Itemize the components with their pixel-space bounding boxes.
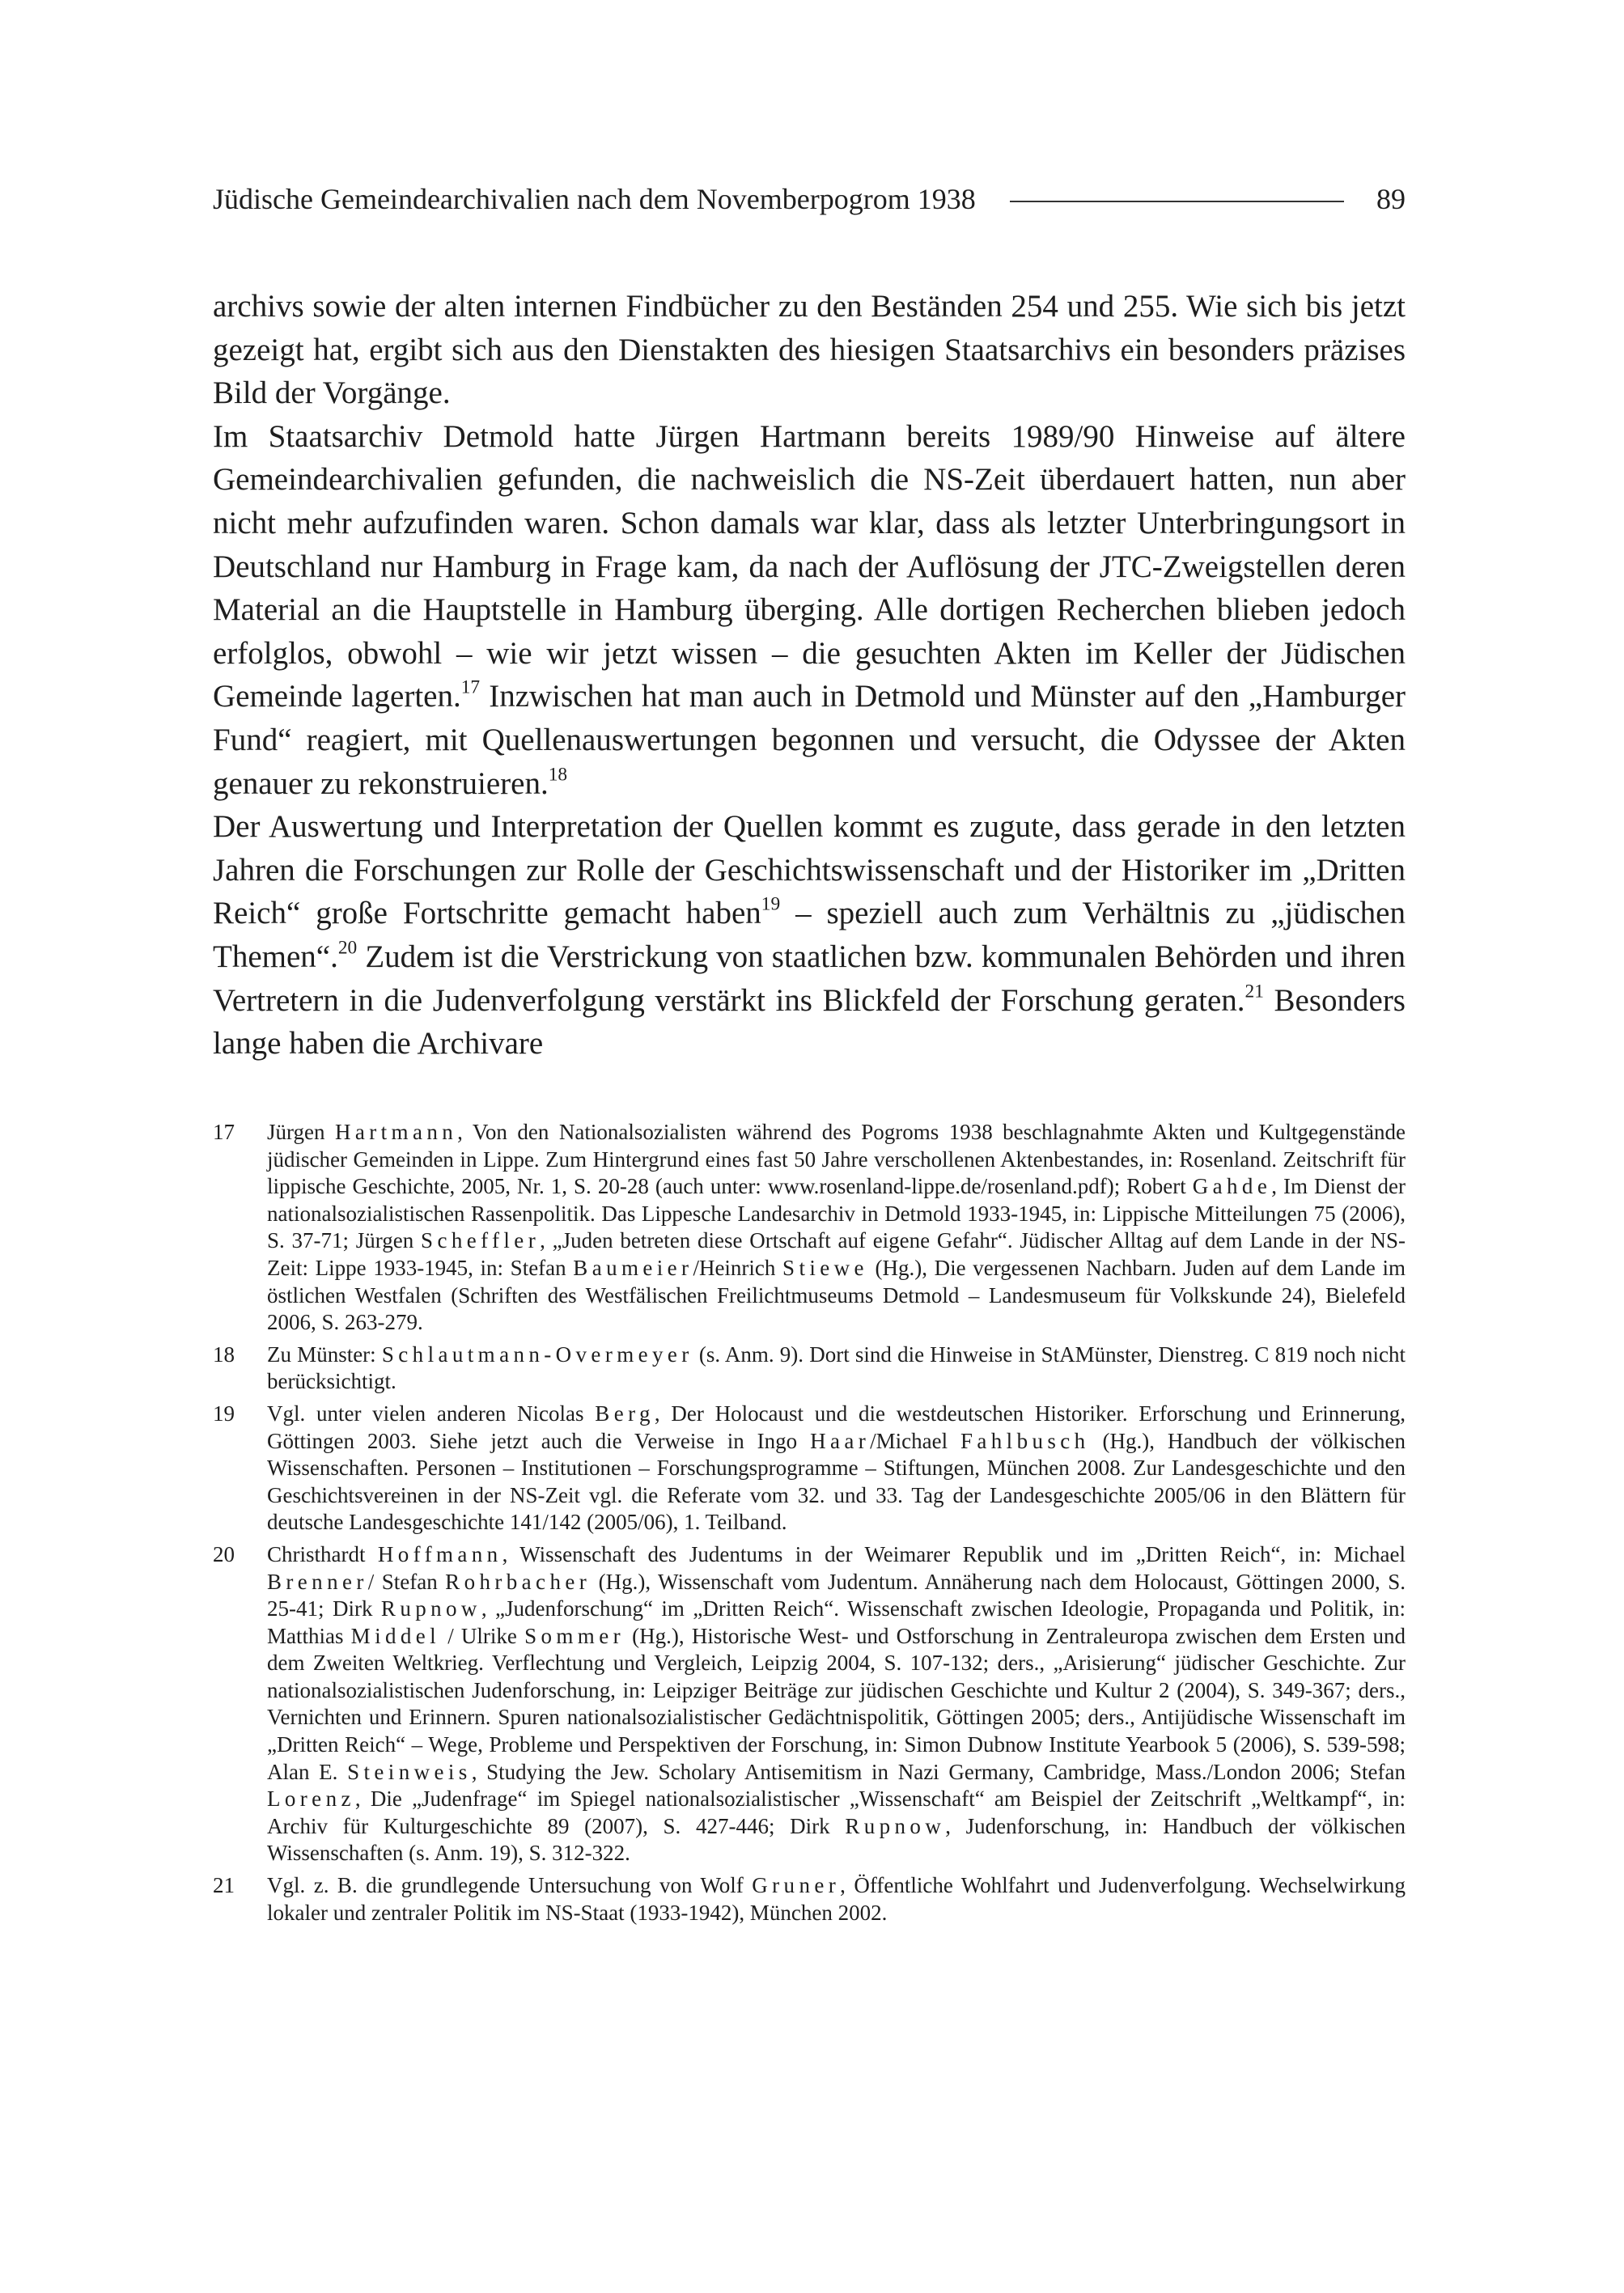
footnote-segment: , Wissenschaft des Judentums in der Weimarer Republik und im „Dritten Reich“, in: Michael bbox=[502, 1541, 1406, 1566]
footnote-ref-20[interactable]: 20 bbox=[337, 937, 358, 959]
footnote-segment: , Judenforschung, in: Handbuch der völkischen Wissenschaften (s. Anm. 19), S. 312-322. bbox=[267, 1813, 1406, 1866]
footnote-text bbox=[267, 1341, 1406, 1396]
footnote-number: 21 bbox=[213, 1873, 235, 1898]
footnote-ref-19[interactable]: 19 bbox=[761, 893, 781, 915]
footnote-segment: (s. Anm. 9). Dort sind die Hinweise in StAMünster, Dienstreg. C 819 noch nicht berücksichtigt. bbox=[267, 1341, 1406, 1394]
author-name: Rupnow bbox=[845, 1813, 946, 1838]
footnote-segment: , Öffentliche Wohlfahrt und Judenverfolgung. Wechselwirkung lokaler und zentraler Politik im NS-Staat (1933-1942), München 2002. bbox=[267, 1873, 1406, 1925]
author-name: Rohrbacher bbox=[445, 1569, 592, 1594]
footnote-segment: /Michael bbox=[870, 1428, 960, 1453]
footnote-segment: , „Judenforschung“ im „Dritten Reich“. Wissenschaft zwischen Ideologie, Propaganda und Politik, in: Matthias bbox=[267, 1596, 1406, 1648]
author-name: Berg bbox=[595, 1401, 655, 1426]
footnote-segment: (Hg.), Handbuch der völkischen Wissenschaften. Personen – Institutionen – Forschungsprogramme – Stiftungen, München 2008. Zur Landesgeschichte und den Geschichtsvereinen in der NS-Zeit vgl. die Referate vom 32. und 33. Tag der Landesgeschichte 2005/06 in den Blättern für deutsche Landesgeschichte 141/142 (2005/06), 1. Teilband. bbox=[267, 1428, 1406, 1535]
footnote-segment: Zu Münster: bbox=[267, 1341, 382, 1367]
author-name: Haar bbox=[810, 1428, 871, 1453]
footnote-segment: , Studying the Jew. Scholary Antisemitism in Nazi Germany, Cambridge, Mass./London 2006; Stefan bbox=[471, 1759, 1406, 1784]
footnote-segment: Jürgen bbox=[267, 1120, 335, 1144]
footnote-text bbox=[267, 1401, 1406, 1536]
author-name: Gruner bbox=[752, 1873, 841, 1898]
author-name: Steinweis bbox=[347, 1759, 472, 1784]
author-name: Rupnow bbox=[380, 1596, 481, 1621]
footnote-20 bbox=[213, 1541, 1406, 1867]
author-name: Fahlbusch bbox=[960, 1428, 1090, 1453]
paragraph-3-text-b: – speziell auch zum Verhältnis zu „jüdischen Themen“. bbox=[213, 896, 1406, 974]
paragraph-2 bbox=[213, 415, 1406, 805]
footnote-segment: (Hg.), Historische West- und Ostforschung in Zentraleuropa zwischen dem Ersten und dem Zweiten Weltkrieg. Verflechtung und Vergleich, Leipzig 2004, S. 107-132; ders., „Arisierung“ jüdischer Geschichte. Zur nationalsozialistischen Judenforschung, in: Leipziger Beiträge zur jüdischen Geschichte und Kultur 2 (2004), S. 349-367; ders., Vernichten und Erinnern. Spuren nationalsozialistischer Gedächtnispolitik, Göttingen 2005; ders., Antijüdische Wissenschaft im „Dritten Reich“ – Wege, Probleme und Perspektiven der Forschung, in: Simon Dubnow Institute Yearbook 5 (2006), S. 539-598; Alan E. bbox=[267, 1623, 1406, 1784]
author-name: Lorenz bbox=[267, 1787, 355, 1812]
paragraph-3 bbox=[213, 805, 1406, 1066]
running-header bbox=[213, 181, 1406, 217]
footnote-ref-17[interactable]: 17 bbox=[460, 676, 481, 698]
paragraph-3-text-a: Der Auswertung und Interpretation der Quellen kommt es zugute, dass gerade in den letzten Jahren die Forschungen zur Rolle der Geschichtswissenschaft und der Historiker im „Dritten Reich“ große Fortschritte gemacht haben bbox=[213, 809, 1406, 931]
footnote-segment: , Der Holocaust und die westdeutschen Historiker. Erforschung und Erinnerung, Göttingen 2003. Siehe jetzt auch die Verweise in Ingo bbox=[267, 1401, 1406, 1453]
footnote-18 bbox=[213, 1341, 1406, 1396]
footnote-ref-18[interactable]: 18 bbox=[548, 764, 568, 786]
footnote-segment: / Stefan bbox=[367, 1569, 446, 1594]
footnote-segment: , Die „Judenfrage“ im Spiegel nationalsozialistischer „Wissenschaft“ am Beispiel der Zeitschrift „Weltkampf“, in: Archiv für Kulturgeschichte 89 (2007), S. 427-446; Dirk bbox=[267, 1787, 1406, 1838]
author-name: Scheffler bbox=[421, 1228, 541, 1253]
footnote-segment: Christhardt bbox=[267, 1541, 378, 1566]
paragraph-3-text-d: Besonders lange haben die Archivare bbox=[213, 982, 1406, 1062]
footnote-number: 17 bbox=[213, 1120, 235, 1144]
footnote-text bbox=[267, 1541, 1406, 1867]
footnote-ref-21[interactable]: 21 bbox=[1245, 981, 1264, 1002]
author-name: Hoffmann bbox=[377, 1541, 502, 1566]
author-name: Gahde bbox=[1192, 1174, 1272, 1199]
footnote-segment: , „Juden betreten diese Ortschaft auf eigene Gefahr“. Jüdischer Alltag auf dem Lande in der NS-Zeit: Lippe 1933-1945, in: Stefan bbox=[267, 1228, 1406, 1280]
footnote-segment: /Heinrich bbox=[693, 1255, 783, 1280]
paragraph-2-text-a: Im Staatsarchiv Detmold hatte Jürgen Hartmann bereits 1989/90 Hinweise auf ältere Gemeindearchivalien gefunden, die nachweislich die NS-Zeit überdauert hatten, nun aber nicht mehr aufzufinden waren. Schon damals war klar, dass als letzter Unterbringungsort in Deutschland nur Hamburg in Frage kam, da nach der Auflösung der JTC-Zweigstellen deren Material an die Hauptstelle in Hamburg überging. Alle dortigen Recherchen blieben jedoch erfolglos, obwohl – wie wir jetzt wissen – die gesuchten Akten im Keller der Jüdischen Gemeinde lagerten. bbox=[213, 418, 1406, 714]
paragraph-3-text-c: Zudem ist die Verstrickung von staatlichen bzw. kommunalen Behörden und ihren Vertretern in die Judenverfolgung verstärkt ins Blickfeld der Forschung geraten. bbox=[213, 939, 1406, 1018]
footnote-number: 20 bbox=[213, 1541, 235, 1566]
author-name: Middel bbox=[350, 1623, 441, 1648]
footnote-segment: (Hg.), Wissenschaft vom Judentum. Annäherung nach dem Holocaust, Göttingen 2000, S. 25-41; Dirk bbox=[267, 1569, 1406, 1621]
footnote-17 bbox=[213, 1119, 1406, 1337]
paragraph-2-text-b: Inzwischen hat man auch in Detmold und Münster auf den „Hamburger Fund“ reagiert, mit Quellenauswertungen begonnen und versucht, die Odyssee der Akten genauer zu rekonstruieren. bbox=[213, 679, 1406, 801]
footnote-segment: (Hg.), Die vergessenen Nachbarn. Juden auf dem Lande im östlichen Westfalen (Schriften des Westfälischen Freilichtmuseums Detmold – Landesmuseum für Volkskunde 24), Bielefeld 2006, S. 263-279. bbox=[267, 1255, 1406, 1335]
footnote-21 bbox=[213, 1872, 1406, 1926]
author-name: Sommer bbox=[524, 1623, 625, 1648]
footnote-text bbox=[267, 1872, 1406, 1926]
footnotes bbox=[213, 1119, 1406, 1931]
footnote-segment: Vgl. unter vielen anderen Nicolas bbox=[267, 1401, 596, 1426]
footnote-19 bbox=[213, 1401, 1406, 1536]
author-name: Brenner bbox=[267, 1569, 368, 1594]
author-name: Schlautmann-Overmeyer bbox=[381, 1341, 693, 1367]
footnote-number: 18 bbox=[213, 1341, 235, 1367]
paragraph-1: archivs sowie der alten internen Findbücher zu den Beständen 254 und 255. Wie sich bis jetzt gezeigt hat, ergibt sich aus den Dienstakten des hiesigen Staatsarchivs ein besonders präzises Bild der Vorgänge. bbox=[213, 289, 1406, 411]
footnote-segment: Vgl. z. B. die grundlegende Untersuchung von Wolf bbox=[267, 1873, 753, 1898]
footnote-segment: / Ulrike bbox=[440, 1623, 525, 1648]
footnote-segment: , Von den Nationalsozialisten während des Pogroms 1938 beschlagnahmte Akten und Kultgegenstände jüdischer Gemeinden in Lippe. Zum Hintergrund eines fast 50 Jahre verschollenen Aktenbestandes, in: Rosenland. Zeitschrift für lippische Geschichte, 2005, Nr. 1, S. 20-28 (auch unter: www.rosenland-lippe.de/rosenland.pdf); Robert bbox=[267, 1120, 1406, 1199]
running-title: Jüdische Gemeindearchivalien nach dem Novemberpogrom 1938 bbox=[213, 183, 976, 215]
main-text bbox=[213, 285, 1406, 1066]
header-rule bbox=[1010, 201, 1344, 202]
footnote-number: 19 bbox=[213, 1401, 235, 1426]
author-name: Baumeier bbox=[573, 1255, 693, 1280]
footnote-text bbox=[267, 1119, 1406, 1337]
footnote-segment: , Im Dienst der nationalsozialistischen Rassenpolitik. Das Lippesche Landesarchiv in Detmold 1933-1945, in: Lippische Mitteilungen 75 (2006), S. 37-71; Jürgen bbox=[267, 1174, 1406, 1253]
page-number: 89 bbox=[1376, 183, 1406, 215]
author-name: Stiewe bbox=[782, 1255, 868, 1280]
author-name: Hartmann bbox=[334, 1120, 458, 1144]
